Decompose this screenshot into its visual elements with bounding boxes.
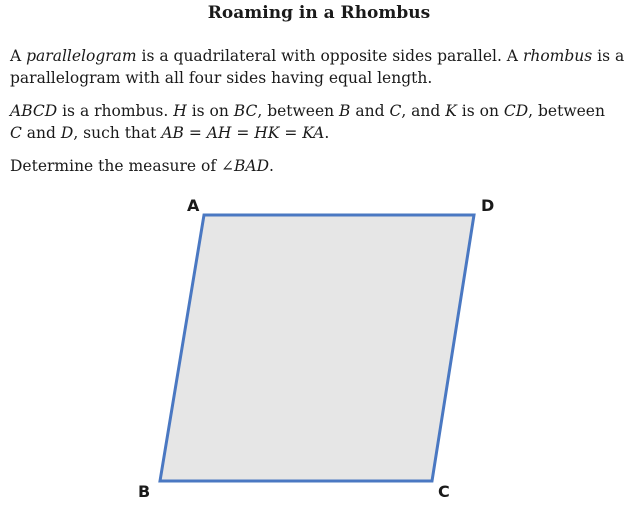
page-title: Roaming in a Rhombus xyxy=(207,3,431,23)
vertex-label-c: C xyxy=(438,482,450,501)
text: is on xyxy=(456,102,504,120)
text: , such that xyxy=(73,124,162,142)
vertex-label-d: D xyxy=(481,196,495,215)
math-h: H xyxy=(173,102,187,120)
text: is on xyxy=(186,102,234,120)
math-abcd: ABCD xyxy=(10,102,58,120)
text: , between xyxy=(528,102,605,120)
vertex-label-b: B xyxy=(138,482,151,501)
math-d: D xyxy=(60,124,74,142)
text: , between xyxy=(257,102,340,120)
definition-paragraph xyxy=(10,45,628,89)
math-b: B xyxy=(339,102,351,120)
math-angle-bad: ∠BAD xyxy=(221,157,270,175)
rhombus-shape xyxy=(160,215,474,481)
text: . xyxy=(324,124,330,142)
math-cd: CD xyxy=(503,102,529,120)
text: . xyxy=(269,157,274,175)
math-c: C xyxy=(10,124,22,142)
rhombus-diagram xyxy=(0,188,638,508)
problem-setup-paragraph xyxy=(10,100,628,144)
text: and xyxy=(350,102,390,120)
text: Determine the measure of xyxy=(10,157,222,175)
text: is a quadrilateral with opposite sides parallel. A xyxy=(136,47,523,65)
math-equation: AB = AH = HK = KA xyxy=(161,124,325,142)
text: , and xyxy=(401,102,446,120)
math-k: K xyxy=(445,102,457,120)
vertex-label-a: A xyxy=(187,196,200,215)
text: is a parallelogram with all four sides having equal length. xyxy=(10,47,625,87)
term-parallelogram: parallelogram xyxy=(26,47,137,65)
text: is a rhombus. xyxy=(57,102,174,120)
rhombus-figure xyxy=(0,188,638,508)
question-paragraph xyxy=(10,155,628,177)
text: A xyxy=(10,47,27,65)
text: and xyxy=(21,124,61,142)
math-bc: BC xyxy=(233,102,258,120)
term-rhombus: rhombus xyxy=(522,47,593,65)
math-c: C xyxy=(389,102,402,120)
